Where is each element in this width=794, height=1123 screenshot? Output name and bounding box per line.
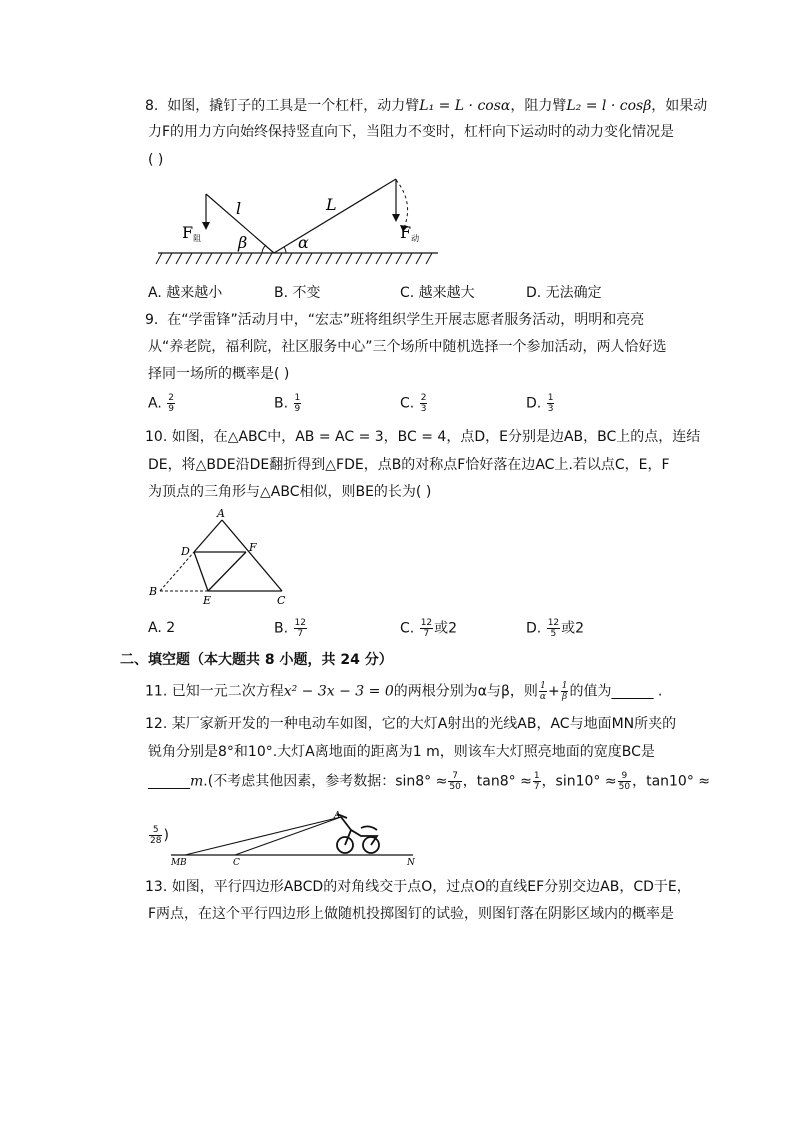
scooter-figure (165, 808, 420, 870)
ground-hatch (156, 253, 432, 264)
q13-line1 (145, 877, 691, 897)
resistance-arrowhead (202, 222, 210, 230)
q13-line2: F两点，在这个平行四边形上做随机投掷图钉的试验，则图钉落在阴影区域内的概率是 (148, 906, 675, 922)
side-ab (194, 520, 222, 552)
label-c-scooter: C (233, 858, 240, 868)
q9-option-b[interactable]: B. $\frac{1}{9}$ (274, 393, 301, 414)
q8-expr-2: L₂ = l · cosβ (566, 98, 652, 114)
segment-ef (208, 552, 246, 591)
q9-number: 9. (145, 312, 159, 328)
q8-option-b[interactable]: B. 不变 (274, 285, 321, 301)
beta-label: β (238, 233, 248, 252)
q12-line4: $\frac{5}{28}$ ) (150, 825, 169, 846)
q9-option-a[interactable]: A. $\frac{2}{9}$ (148, 393, 174, 414)
q10-line1 (145, 427, 700, 447)
label-b-scooter: B (180, 858, 187, 868)
lever-figure (150, 172, 450, 272)
label-b: B (149, 585, 158, 598)
side-ac (222, 520, 282, 591)
f-dong-label: F动 (400, 223, 420, 243)
q12-text-1: 某厂家新开发的一种电动车如图，它的大灯A射出的光线AB，AC与地面MN所夹的 (171, 716, 677, 732)
label-f: F (249, 541, 257, 554)
dashed-arc (396, 180, 408, 228)
long-arm (274, 179, 396, 253)
L-label: L (326, 195, 337, 214)
q11-text-3: 的值为______ . (569, 683, 663, 700)
q8-option-c[interactable]: C. 越来越大 (400, 285, 475, 301)
triangle-figure (148, 508, 298, 608)
label-a-scooter: A (334, 811, 341, 821)
label-c: C (277, 594, 286, 607)
q10-text-1: 如图，在△ABC中，AB = AC = 3，BC = 4，点D，E分别是边AB，BC上的点，连结 (171, 429, 701, 445)
q8-option-a[interactable]: A. 越来越小 (148, 285, 223, 301)
label-e: E (203, 594, 212, 607)
q9-text-1: 在“学雷锋”活动月中，“宏志”班将组织学生开展志愿者服务活动，明明和亮亮 (167, 312, 645, 328)
q10-option-a[interactable]: A. 2 (148, 620, 176, 636)
q12-line3: ______m.(不考虑其他因素，参考数据：sin8° ≈ $\frac{7}{50}$ ，tan8° ≈ $\frac{1}{7}$ ，sin10° ≈ $\frac{9}{50}$ ，tan10° ≈ (148, 771, 711, 792)
f-zu-label: F阻 (182, 223, 202, 243)
q11-text-2: 的两根分别为α与β，则 (393, 683, 538, 700)
q11-plus: + (548, 683, 560, 700)
q10-option-d[interactable]: D. $\frac{12}{5}$ 或2 (526, 618, 585, 639)
q13-text-1: 如图，平行四边形ABCD的对角线交于点O，过点O的直线EF分别交边AB，CD于E， (171, 879, 691, 895)
ray-ac (235, 817, 341, 855)
q10-option-c[interactable]: C. $\frac{12}{7}$ 或2 (400, 618, 458, 639)
alpha-label: α (298, 233, 309, 252)
q9-line3: 择同一场所的概率是( ) (148, 366, 290, 382)
q12-line2: 锐角分别是8°和10°.大灯A离地面的距离为1 m，则该车大灯照亮地面的宽度BC是 (148, 744, 655, 760)
q10-option-b[interactable]: B. $\frac{12}{7}$ (274, 618, 306, 639)
q11-equation: x² − 3x − 3 = 0 (283, 683, 394, 700)
q9-option-d[interactable]: D. $\frac{1}{3}$ (526, 393, 554, 414)
q8-option-d[interactable]: D. 无法确定 (526, 285, 602, 301)
label-d: D (181, 545, 190, 558)
q10-number: 10. (145, 429, 168, 445)
q9-line1 (145, 310, 644, 330)
q12-number: 12. (145, 716, 168, 732)
beta-arc (262, 245, 266, 253)
label-m: M (171, 858, 181, 868)
ray-ab (185, 817, 341, 855)
q8-text-2: ，阻力臂 (510, 98, 567, 114)
q10-line3: 为顶点的三角形与△ABC相似，则BE的长为( ) (148, 484, 432, 500)
q8-text-3: ，如果动 (651, 98, 708, 114)
q12-line1 (145, 714, 676, 734)
q8-text-1: 如图，撬钉子的工具是一个杠杆，动力臂 (167, 98, 420, 114)
alpha-arc (284, 247, 286, 253)
q8-line2: 力F的用力方向始终保持竖直向下，当阻力不变时，杠杆向下运动时的动力变化情况是 (148, 124, 675, 140)
q11-text-1: 已知一元二次方程 (171, 683, 284, 700)
q11-line1: 11. 已知一元二次方程x² − 3x − 3 = 0的两根分别为α与β，则 $\frac{1}{\alpha}$ + $\frac{1}{\beta}$ 的值为______ . (145, 681, 663, 702)
q10-line2: DE，将△BDE沿DE翻折得到△FDE，点B的对称点F恰好落在边AC上.若以点C，E，F (148, 457, 670, 473)
scooter-icon (337, 814, 379, 853)
q8-line3: ( ) (148, 152, 164, 168)
q9-line2: 从“养老院，福利院，社区服务中心”三个场所中随机选择一个参加活动，两人恰好选 (148, 339, 667, 355)
l-label: l (236, 199, 242, 218)
q8-number: 8. (145, 98, 159, 114)
label-n: N (407, 858, 415, 868)
q13-number: 13. (145, 879, 168, 895)
label-a: A (217, 507, 225, 520)
q8-line1 (145, 96, 707, 116)
q9-option-c[interactable]: C. $\frac{2}{3}$ (400, 393, 427, 414)
q11-number: 11. (145, 683, 168, 700)
force-arrowhead (392, 214, 400, 222)
q8-expr-1: L₁ = L · cosα (419, 98, 511, 114)
section-2-heading: 二、填空题（本大题共 8 小题，共 24 分） (120, 652, 393, 668)
q12-blank[interactable]: ______ (148, 773, 190, 790)
segment-de (194, 552, 208, 591)
